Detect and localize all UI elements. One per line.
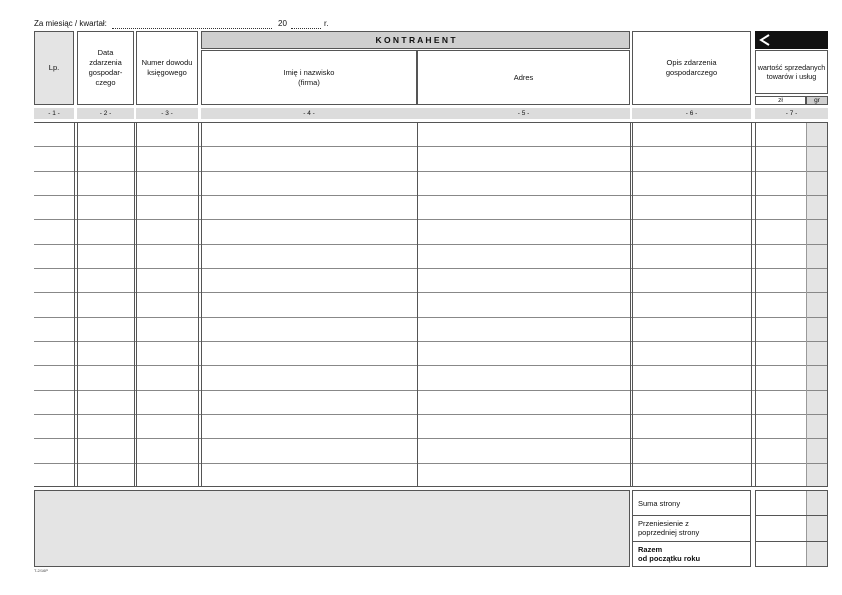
table-row[interactable] xyxy=(34,365,828,366)
header-date-label: Data zdarzenia gospodar-czego xyxy=(88,48,123,87)
header-contractor-label: K O N T R A H E N T xyxy=(375,35,456,45)
table-row[interactable] xyxy=(34,438,828,439)
form-code: T-2/16P xyxy=(34,568,49,573)
table-row[interactable] xyxy=(34,171,828,172)
colnum-2: - 2 - xyxy=(77,108,134,119)
period-label: Za miesiąc / kwartał: xyxy=(34,19,107,28)
summary-gr-shade xyxy=(806,491,827,566)
year-field[interactable] xyxy=(291,20,321,29)
colnum-5: - 5 - xyxy=(417,108,630,119)
table-row[interactable] xyxy=(34,268,828,269)
year-suffix: r. xyxy=(324,19,329,28)
table-row[interactable] xyxy=(34,317,828,318)
table-row[interactable] xyxy=(34,195,828,196)
year-prefix: 20 xyxy=(278,19,287,28)
header-address-label: Adres xyxy=(513,72,534,82)
table-row[interactable] xyxy=(34,390,828,391)
total-label-1: Razem xyxy=(638,545,663,554)
gr-column-shade xyxy=(806,122,828,487)
table-row[interactable] xyxy=(34,219,828,220)
table-row[interactable] xyxy=(34,244,828,245)
header-number-label: Numer dowodu księgowego xyxy=(141,58,193,77)
table-row[interactable] xyxy=(34,414,828,415)
period-field[interactable] xyxy=(112,20,272,29)
notes-area xyxy=(34,490,630,567)
colnum-4: - 4 - xyxy=(201,108,417,119)
table-row[interactable] xyxy=(34,146,828,147)
header-description-label: Opis zdarzenia gospodarczego xyxy=(665,58,718,77)
colnum-3: - 3 - xyxy=(136,108,198,119)
header-value-label: wartość sprzedanych towarów i usług xyxy=(757,62,826,81)
table-row[interactable] xyxy=(34,463,828,464)
table-row[interactable] xyxy=(34,292,828,293)
colnum-7: - 7 - xyxy=(755,108,828,119)
table-row[interactable] xyxy=(34,341,828,342)
carried-over-label: Przeniesienie z poprzedniej strony xyxy=(638,519,700,537)
header-lp-label: Lp. xyxy=(48,63,60,72)
header-zl-label: zł xyxy=(778,96,783,104)
arrow-left-icon xyxy=(758,33,772,47)
page-sum-label: Suma strony xyxy=(638,499,681,508)
header-gr-label: gr xyxy=(814,96,820,104)
total-label-2: od początku roku xyxy=(638,554,701,563)
colnum-1: - 1 - xyxy=(34,108,74,119)
header-name-label: Imię i nazwisko (firma) xyxy=(283,67,335,87)
colnum-6: - 6 - xyxy=(632,108,751,119)
entries-table xyxy=(34,122,828,487)
